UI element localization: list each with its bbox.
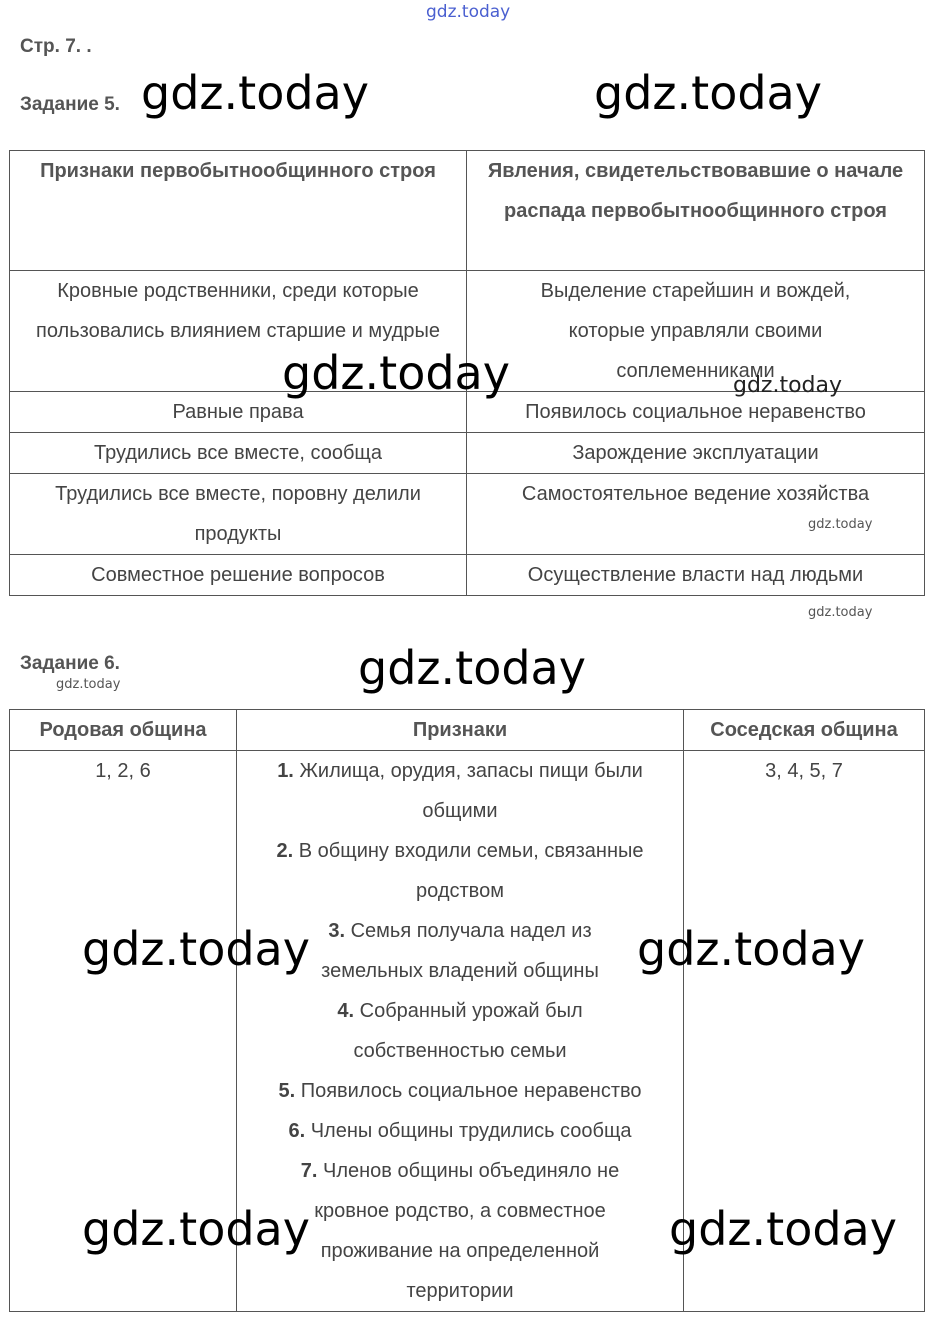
feature-number: 7. — [300, 1160, 318, 1182]
table-row — [10, 433, 925, 474]
feature-text: Собранный урожай был собственностью семьи — [353, 1000, 583, 1062]
sosedskaya-answer: 3, 4, 5, 7 — [684, 751, 925, 1312]
feature-item — [247, 1111, 673, 1151]
table-cell: Совместное решение вопросов — [10, 555, 467, 596]
feature-number: 6. — [288, 1120, 306, 1142]
table-cell: Трудились все вместе, поровну делили продукты — [10, 474, 467, 555]
task5-heading: Задание 5. — [20, 94, 120, 115]
table-cell: Самостоятельное ведение хозяйства — [467, 474, 925, 555]
table-row — [10, 555, 925, 596]
watermark: gdz.today — [282, 346, 510, 400]
feature-item — [247, 751, 673, 831]
feature-number: 3. — [328, 920, 346, 942]
watermark: gdz.today — [594, 66, 822, 120]
watermark: gdz.today — [141, 66, 369, 120]
table-cell: Появилось социальное неравенство — [467, 392, 925, 433]
feature-number: 1. — [277, 760, 294, 782]
feature-item — [247, 991, 673, 1071]
table-cell: Осуществление власти над людьми — [467, 555, 925, 596]
feature-text: Членов общины объединяло не кровное родство, а совместное проживание на определенной территории — [314, 1160, 620, 1302]
watermark: gdz.today — [733, 373, 843, 398]
table-cell: Выделение старейшин и вождей, которые управляли своими соплеменниками — [467, 271, 925, 392]
feature-item — [247, 831, 673, 911]
header-cell: Признаки — [237, 710, 684, 751]
watermark: gdz.today — [82, 1202, 310, 1256]
watermark: gdz.today — [637, 922, 865, 976]
header-cell: Родовая община — [10, 710, 237, 751]
feature-text: Семья получала надел из земельных владений общины — [321, 920, 599, 982]
watermark: gdz.today — [82, 922, 310, 976]
header-cell: Явления, свидетельствовавшие о начале распада первобытнообщинного строя — [467, 151, 925, 271]
watermark: gdz.today — [669, 1202, 897, 1256]
task6-heading: Задание 6. — [20, 653, 120, 674]
feature-item — [247, 1151, 673, 1311]
header-cell: Соседская община — [684, 710, 925, 751]
feature-text: Появилось социальное неравенство — [300, 1080, 642, 1102]
watermark-top: gdz.today — [426, 2, 511, 22]
header-cell: Признаки первобытнообщинного строя — [10, 151, 467, 271]
watermark: gdz.today — [358, 641, 586, 695]
feature-number: 4. — [337, 1000, 355, 1022]
watermark: gdz.today — [808, 517, 873, 532]
page-title: Стр. 7. . — [20, 36, 92, 57]
table-cell: Трудились все вместе, сообща — [10, 433, 467, 474]
watermark: gdz.today — [808, 605, 873, 620]
feature-item — [247, 911, 673, 991]
table-cell: Зарождение эксплуатации — [467, 433, 925, 474]
rodovaya-answer: 1, 2, 6 — [10, 751, 237, 1312]
table-header-row — [10, 710, 925, 751]
feature-text: Жилища, орудия, запасы пищи были общими — [299, 760, 643, 822]
feature-item — [247, 1071, 673, 1111]
feature-number: 5. — [278, 1080, 296, 1102]
feature-text: Члены общины трудились сообща — [310, 1120, 632, 1142]
watermark: gdz.today — [56, 677, 121, 692]
table-row — [10, 474, 925, 555]
feature-number: 2. — [276, 840, 294, 862]
table-cell: Кровные родственники, среди которые пользовались влиянием старшие и мудрые — [10, 271, 467, 392]
feature-text: В общину входили семьи, связанные родством — [298, 840, 644, 902]
table-cell: Равные права — [10, 392, 467, 433]
table-header-row — [10, 151, 925, 271]
